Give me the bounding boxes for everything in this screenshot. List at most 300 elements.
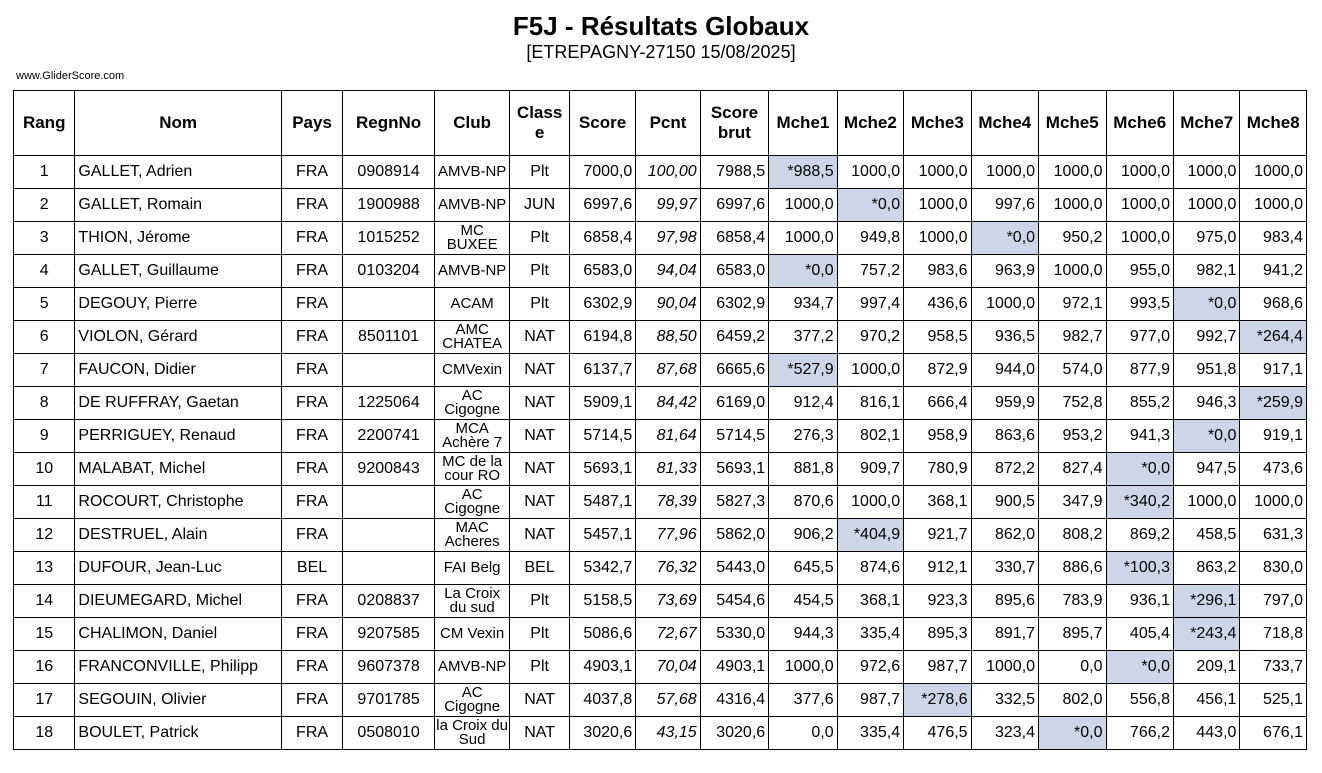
round-7-cell: 947,5	[1173, 453, 1239, 486]
pcnt-cell: 76,32	[636, 552, 700, 585]
rank-cell: 11	[14, 486, 75, 519]
name-cell: DEGOUY, Pierre	[75, 288, 281, 321]
round-7-cell: 1000,0	[1173, 486, 1239, 519]
score-cell: 5693,1	[569, 453, 635, 486]
class-cell: NAT	[510, 486, 569, 519]
round-2-cell: 368,1	[837, 585, 903, 618]
score-brut-cell: 6997,6	[700, 189, 768, 222]
name-cell: VIOLON, Gérard	[75, 321, 281, 354]
table-row	[14, 684, 1307, 717]
round-1-cell: 0,0	[769, 717, 837, 750]
rank-cell: 8	[14, 387, 75, 420]
regn-cell: 1015252	[343, 222, 435, 255]
club-cell: MAC Acheres	[434, 519, 510, 552]
table-row	[14, 354, 1307, 387]
rank-cell: 9	[14, 420, 75, 453]
round-7-cell: *296,1	[1173, 585, 1239, 618]
score-cell: 5086,6	[569, 618, 635, 651]
round-4-cell: 900,5	[971, 486, 1038, 519]
score-brut-cell: 6459,2	[700, 321, 768, 354]
country-cell: FRA	[281, 519, 342, 552]
club-cell: MC BUXEE	[434, 222, 510, 255]
round-8-cell: 917,1	[1240, 354, 1307, 387]
club-cell: MC de la cour RO	[434, 453, 510, 486]
regn-cell	[343, 288, 435, 321]
round-6-cell: *340,2	[1106, 486, 1173, 519]
round-7-cell: 456,1	[1173, 684, 1239, 717]
country-cell: FRA	[281, 453, 342, 486]
table-row	[14, 288, 1307, 321]
class-cell: Plt	[510, 156, 569, 189]
pcnt-cell: 77,96	[636, 519, 700, 552]
table-row	[14, 222, 1307, 255]
country-cell: FRA	[281, 585, 342, 618]
score-brut-cell: 6302,9	[700, 288, 768, 321]
round-5-cell: 752,8	[1039, 387, 1106, 420]
round-1-cell: 881,8	[769, 453, 837, 486]
name-cell: THION, Jérome	[75, 222, 281, 255]
regn-cell	[343, 552, 435, 585]
country-cell: FRA	[281, 156, 342, 189]
pcnt-cell: 57,68	[636, 684, 700, 717]
rank-cell: 5	[14, 288, 75, 321]
country-cell: FRA	[281, 420, 342, 453]
country-cell: FRA	[281, 354, 342, 387]
round-1-cell: 276,3	[769, 420, 837, 453]
name-cell: FAUCON, Didier	[75, 354, 281, 387]
round-2-cell: 972,6	[837, 651, 903, 684]
club-cell: AC Cigogne	[434, 486, 510, 519]
round-1-cell: 454,5	[769, 585, 837, 618]
score-cell: 6858,4	[569, 222, 635, 255]
round-6-cell: 977,0	[1106, 321, 1173, 354]
country-cell: FRA	[281, 618, 342, 651]
club-cell: CMVexin	[434, 354, 510, 387]
name-cell: PERRIGUEY, Renaud	[75, 420, 281, 453]
col-header-regnno: RegnNo	[343, 91, 435, 156]
regn-cell	[343, 354, 435, 387]
table-row	[14, 453, 1307, 486]
round-5-cell: 1000,0	[1039, 156, 1106, 189]
round-8-cell: *264,4	[1240, 321, 1307, 354]
round-8-cell: 919,1	[1240, 420, 1307, 453]
score-cell: 3020,6	[569, 717, 635, 750]
round-7-cell: 1000,0	[1173, 189, 1239, 222]
round-8-cell: 1000,0	[1240, 486, 1307, 519]
score-brut-cell: 5443,0	[700, 552, 768, 585]
club-cell: AC Cigogne	[434, 684, 510, 717]
round-6-cell: 869,2	[1106, 519, 1173, 552]
table-row	[14, 387, 1307, 420]
class-cell: Plt	[510, 222, 569, 255]
round-5-cell: 953,2	[1039, 420, 1106, 453]
pcnt-cell: 73,69	[636, 585, 700, 618]
round-6-cell: 955,0	[1106, 255, 1173, 288]
name-cell: DUFOUR, Jean-Luc	[75, 552, 281, 585]
score-cell: 6137,7	[569, 354, 635, 387]
pcnt-cell: 100,00	[636, 156, 700, 189]
round-5-cell: 972,1	[1039, 288, 1106, 321]
class-cell: Plt	[510, 618, 569, 651]
table-row	[14, 189, 1307, 222]
rank-cell: 7	[14, 354, 75, 387]
pcnt-cell: 43,15	[636, 717, 700, 750]
regn-cell: 0103204	[343, 255, 435, 288]
country-cell: FRA	[281, 651, 342, 684]
club-cell: AMVB-NP	[434, 156, 510, 189]
round-3-cell: 872,9	[904, 354, 971, 387]
name-cell: BOULET, Patrick	[75, 717, 281, 750]
event-subtitle: [ETREPAGNY-27150 15/08/2025]	[526, 42, 796, 62]
round-3-cell: 895,3	[904, 618, 971, 651]
round-5-cell: 783,9	[1039, 585, 1106, 618]
table-row	[14, 717, 1307, 750]
round-2-cell: 335,4	[837, 618, 903, 651]
round-4-cell: 862,0	[971, 519, 1038, 552]
pcnt-cell: 90,04	[636, 288, 700, 321]
round-7-cell: 982,1	[1173, 255, 1239, 288]
round-2-cell: 1000,0	[837, 156, 903, 189]
round-4-cell: 323,4	[971, 717, 1038, 750]
round-8-cell: 941,2	[1240, 255, 1307, 288]
round-2-cell: 802,1	[837, 420, 903, 453]
score-cell: 5714,5	[569, 420, 635, 453]
class-cell: NAT	[510, 519, 569, 552]
rank-cell: 18	[14, 717, 75, 750]
class-cell: NAT	[510, 354, 569, 387]
score-brut-cell: 5862,0	[700, 519, 768, 552]
round-3-cell: 476,5	[904, 717, 971, 750]
country-cell: FRA	[281, 222, 342, 255]
regn-cell: 2200741	[343, 420, 435, 453]
round-3-cell: 912,1	[904, 552, 971, 585]
name-cell: SEGOUIN, Olivier	[75, 684, 281, 717]
class-cell: NAT	[510, 420, 569, 453]
regn-cell: 9701785	[343, 684, 435, 717]
rank-cell: 1	[14, 156, 75, 189]
round-3-cell: 368,1	[904, 486, 971, 519]
country-cell: FRA	[281, 486, 342, 519]
name-cell: DIEUMEGARD, Michel	[75, 585, 281, 618]
round-8-cell: 525,1	[1240, 684, 1307, 717]
class-cell: NAT	[510, 321, 569, 354]
round-4-cell: 1000,0	[971, 288, 1038, 321]
round-1-cell: 944,3	[769, 618, 837, 651]
round-3-cell: 923,3	[904, 585, 971, 618]
rank-cell: 15	[14, 618, 75, 651]
rank-cell: 4	[14, 255, 75, 288]
name-cell: DE RUFFRAY, Gaetan	[75, 387, 281, 420]
col-header-pays: Pays	[281, 91, 342, 156]
club-cell: FAI Belg	[434, 552, 510, 585]
score-brut-cell: 4903,1	[700, 651, 768, 684]
club-cell: MCA Achère 7	[434, 420, 510, 453]
round-5-cell: 827,4	[1039, 453, 1106, 486]
round-7-cell: *0,0	[1173, 288, 1239, 321]
country-cell: FRA	[281, 321, 342, 354]
round-1-cell: 906,2	[769, 519, 837, 552]
regn-cell: 0508010	[343, 717, 435, 750]
round-6-cell: *0,0	[1106, 651, 1173, 684]
round-7-cell: 458,5	[1173, 519, 1239, 552]
table-row	[14, 651, 1307, 684]
round-5-cell: *0,0	[1039, 717, 1106, 750]
score-brut-cell: 5693,1	[700, 453, 768, 486]
round-7-cell: *243,4	[1173, 618, 1239, 651]
table-row	[14, 486, 1307, 519]
regn-cell: 0208837	[343, 585, 435, 618]
round-5-cell: 982,7	[1039, 321, 1106, 354]
round-1-cell: *0,0	[769, 255, 837, 288]
score-brut-cell: 7988,5	[700, 156, 768, 189]
round-5-cell: 808,2	[1039, 519, 1106, 552]
club-cell: AMVB-NP	[434, 255, 510, 288]
score-cell: 4903,1	[569, 651, 635, 684]
round-7-cell: 992,7	[1173, 321, 1239, 354]
col-header-nom: Nom	[75, 91, 281, 156]
score-cell: 6997,6	[569, 189, 635, 222]
round-2-cell: 874,6	[837, 552, 903, 585]
round-6-cell: 1000,0	[1106, 156, 1173, 189]
round-2-cell: *0,0	[837, 189, 903, 222]
score-cell: 5457,1	[569, 519, 635, 552]
rank-cell: 3	[14, 222, 75, 255]
round-7-cell: 951,8	[1173, 354, 1239, 387]
club-cell: CM Vexin	[434, 618, 510, 651]
round-1-cell: *988,5	[769, 156, 837, 189]
round-3-cell: 958,9	[904, 420, 971, 453]
round-1-cell: 934,7	[769, 288, 837, 321]
source-url: www.GliderScore.com	[16, 70, 125, 82]
round-5-cell: 895,7	[1039, 618, 1106, 651]
results-body	[14, 156, 1307, 750]
round-2-cell: 335,4	[837, 717, 903, 750]
pcnt-cell: 81,33	[636, 453, 700, 486]
results-table	[13, 90, 1307, 750]
class-cell: NAT	[510, 453, 569, 486]
round-6-cell: 405,4	[1106, 618, 1173, 651]
round-4-cell: *0,0	[971, 222, 1038, 255]
regn-cell: 9207585	[343, 618, 435, 651]
name-cell: GALLET, Guillaume	[75, 255, 281, 288]
class-cell: Plt	[510, 651, 569, 684]
round-7-cell: 946,3	[1173, 387, 1239, 420]
round-6-cell: 1000,0	[1106, 189, 1173, 222]
round-7-cell: 443,0	[1173, 717, 1239, 750]
rank-cell: 14	[14, 585, 75, 618]
round-1-cell: 645,5	[769, 552, 837, 585]
round-3-cell: 1000,0	[904, 156, 971, 189]
round-4-cell: 332,5	[971, 684, 1038, 717]
score-cell: 4037,8	[569, 684, 635, 717]
regn-cell: 9200843	[343, 453, 435, 486]
rank-cell: 2	[14, 189, 75, 222]
round-6-cell: 877,9	[1106, 354, 1173, 387]
col-header-mche2: Mche2	[837, 91, 903, 156]
rank-cell: 13	[14, 552, 75, 585]
pcnt-cell: 94,04	[636, 255, 700, 288]
round-2-cell: 757,2	[837, 255, 903, 288]
round-6-cell: *100,3	[1106, 552, 1173, 585]
rank-cell: 17	[14, 684, 75, 717]
round-2-cell: 909,7	[837, 453, 903, 486]
score-brut-cell: 5714,5	[700, 420, 768, 453]
score-brut-cell: 4316,4	[700, 684, 768, 717]
round-7-cell: 863,2	[1173, 552, 1239, 585]
round-4-cell: 944,0	[971, 354, 1038, 387]
round-8-cell: 733,7	[1240, 651, 1307, 684]
score-cell: 6583,0	[569, 255, 635, 288]
round-4-cell: 963,9	[971, 255, 1038, 288]
round-1-cell: 1000,0	[769, 189, 837, 222]
regn-cell: 8501101	[343, 321, 435, 354]
round-7-cell: *0,0	[1173, 420, 1239, 453]
round-3-cell: 780,9	[904, 453, 971, 486]
col-header-mche6: Mche6	[1106, 91, 1173, 156]
pcnt-cell: 88,50	[636, 321, 700, 354]
round-4-cell: 895,6	[971, 585, 1038, 618]
round-4-cell: 330,7	[971, 552, 1038, 585]
round-1-cell: 1000,0	[769, 222, 837, 255]
round-4-cell: 997,6	[971, 189, 1038, 222]
col-header-score-brut: Score brut	[700, 91, 768, 156]
round-5-cell: 886,6	[1039, 552, 1106, 585]
round-8-cell: *259,9	[1240, 387, 1307, 420]
score-cell: 7000,0	[569, 156, 635, 189]
round-3-cell: 987,7	[904, 651, 971, 684]
round-5-cell: 950,2	[1039, 222, 1106, 255]
round-2-cell: 997,4	[837, 288, 903, 321]
name-cell: FRANCONVILLE, Philipp	[75, 651, 281, 684]
round-4-cell: 1000,0	[971, 651, 1038, 684]
round-6-cell: 766,2	[1106, 717, 1173, 750]
pcnt-cell: 99,97	[636, 189, 700, 222]
col-header-mche1: Mche1	[769, 91, 837, 156]
country-cell: FRA	[281, 189, 342, 222]
round-7-cell: 209,1	[1173, 651, 1239, 684]
rank-cell: 12	[14, 519, 75, 552]
round-1-cell: 870,6	[769, 486, 837, 519]
round-3-cell: *278,6	[904, 684, 971, 717]
round-2-cell: 1000,0	[837, 486, 903, 519]
regn-cell	[343, 486, 435, 519]
score-brut-cell: 6169,0	[700, 387, 768, 420]
col-header-mche3: Mche3	[904, 91, 971, 156]
round-5-cell: 347,9	[1039, 486, 1106, 519]
round-2-cell: 949,8	[837, 222, 903, 255]
round-5-cell: 574,0	[1039, 354, 1106, 387]
round-3-cell: 921,7	[904, 519, 971, 552]
round-8-cell: 968,6	[1240, 288, 1307, 321]
round-6-cell: 1000,0	[1106, 222, 1173, 255]
country-cell: FRA	[281, 717, 342, 750]
round-8-cell: 473,6	[1240, 453, 1307, 486]
club-cell: ACAM	[434, 288, 510, 321]
name-cell: ROCOURT, Christophe	[75, 486, 281, 519]
score-cell: 5342,7	[569, 552, 635, 585]
table-row	[14, 420, 1307, 453]
round-8-cell: 983,4	[1240, 222, 1307, 255]
table-row	[14, 552, 1307, 585]
round-5-cell: 0,0	[1039, 651, 1106, 684]
col-header-rang: Rang	[14, 91, 75, 156]
score-cell: 6194,8	[569, 321, 635, 354]
round-4-cell: 891,7	[971, 618, 1038, 651]
round-3-cell: 958,5	[904, 321, 971, 354]
rank-cell: 10	[14, 453, 75, 486]
club-cell: la Croix du Sud	[436, 717, 508, 748]
table-row	[14, 618, 1307, 651]
round-4-cell: 863,6	[971, 420, 1038, 453]
round-6-cell: 993,5	[1106, 288, 1173, 321]
round-2-cell: 970,2	[837, 321, 903, 354]
country-cell: FRA	[281, 255, 342, 288]
country-cell: BEL	[281, 552, 342, 585]
round-6-cell: 941,3	[1106, 420, 1173, 453]
round-8-cell: 797,0	[1240, 585, 1307, 618]
round-2-cell: *404,9	[837, 519, 903, 552]
round-1-cell: *527,9	[769, 354, 837, 387]
round-8-cell: 1000,0	[1240, 189, 1307, 222]
table-header-row	[14, 91, 1307, 156]
col-header-pcnt: Pcnt	[636, 91, 700, 156]
class-cell: Plt	[510, 288, 569, 321]
regn-cell: 1225064	[343, 387, 435, 420]
round-3-cell: 983,6	[904, 255, 971, 288]
table-row	[14, 585, 1307, 618]
round-8-cell: 830,0	[1240, 552, 1307, 585]
rank-cell: 6	[14, 321, 75, 354]
pcnt-cell: 97,98	[636, 222, 700, 255]
round-6-cell: 855,2	[1106, 387, 1173, 420]
class-cell: Plt	[510, 585, 569, 618]
club-cell: AMC CHATEA	[434, 321, 510, 354]
round-6-cell: 556,8	[1106, 684, 1173, 717]
score-brut-cell: 6858,4	[700, 222, 768, 255]
club-cell: AMVB-NP	[434, 189, 510, 222]
class-cell: NAT	[510, 387, 569, 420]
round-8-cell: 718,8	[1240, 618, 1307, 651]
class-cell: NAT	[510, 717, 569, 750]
round-2-cell: 987,7	[837, 684, 903, 717]
rank-cell: 16	[14, 651, 75, 684]
country-cell: FRA	[281, 684, 342, 717]
score-brut-cell: 6665,6	[700, 354, 768, 387]
col-header-mche8: Mche8	[1240, 91, 1307, 156]
country-cell: FRA	[281, 387, 342, 420]
club-cell: La Croix du sud	[434, 585, 510, 618]
table-row	[14, 321, 1307, 354]
club-cell: AMVB-NP	[434, 651, 510, 684]
score-brut-cell: 5330,0	[700, 618, 768, 651]
score-cell: 6302,9	[569, 288, 635, 321]
country-cell: FRA	[281, 288, 342, 321]
regn-cell: 9607378	[343, 651, 435, 684]
name-cell: MALABAT, Michel	[75, 453, 281, 486]
round-1-cell: 912,4	[769, 387, 837, 420]
round-7-cell: 975,0	[1173, 222, 1239, 255]
col-header-mche5: Mche5	[1039, 91, 1106, 156]
col-header-mche7: Mche7	[1173, 91, 1239, 156]
score-brut-cell: 5454,6	[700, 585, 768, 618]
round-5-cell: 1000,0	[1039, 189, 1106, 222]
score-cell: 5487,1	[569, 486, 635, 519]
round-3-cell: 1000,0	[904, 222, 971, 255]
name-cell: GALLET, Romain	[75, 189, 281, 222]
col-header-score: Score	[569, 91, 635, 156]
col-header-mche4: Mche4	[971, 91, 1038, 156]
round-7-cell: 1000,0	[1173, 156, 1239, 189]
